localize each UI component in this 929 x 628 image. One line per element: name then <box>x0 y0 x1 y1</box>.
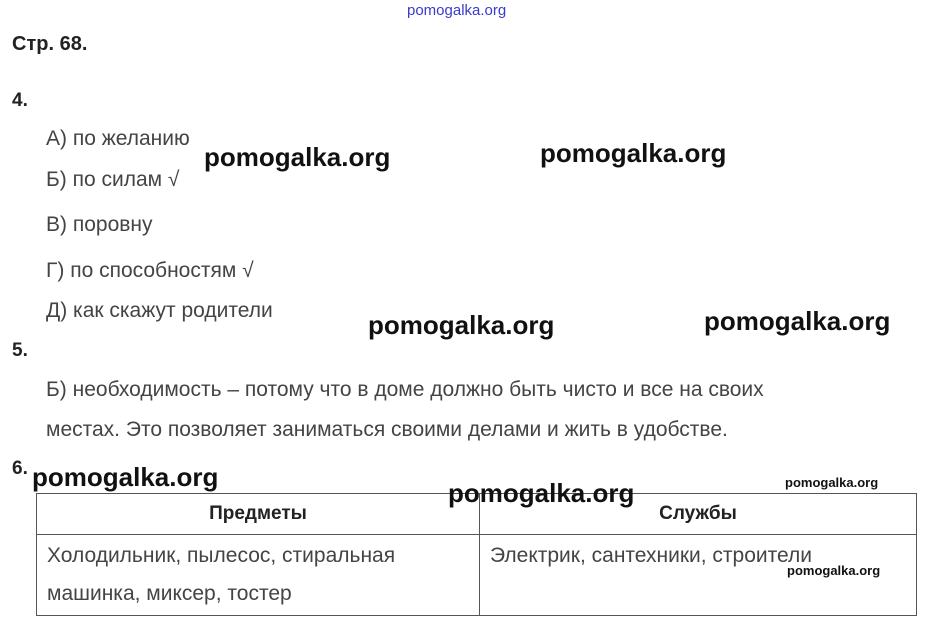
table-header-services: Службы <box>480 494 917 535</box>
answer-6-table <box>36 493 917 616</box>
answer-5-line-1: Б) необходимость – потому что в доме должно быть чисто и все на своих <box>46 378 764 401</box>
option-b: Б) по силам √ <box>46 168 180 191</box>
option-d: Д) как скажут родители <box>46 299 273 322</box>
option-a: А) по желанию <box>46 127 190 150</box>
option-g: Г) по способностям √ <box>46 259 254 282</box>
watermark: pomogalka.org <box>32 462 219 492</box>
watermark: pomogalka.org <box>540 138 727 168</box>
table-header-items: Предметы <box>37 494 480 535</box>
table-row <box>37 535 917 616</box>
option-v: В) поровну <box>46 213 153 236</box>
watermark-top: pomogalka.org <box>407 2 507 19</box>
watermark-small: pomogalka.org <box>785 475 879 490</box>
question-6-number: 6. <box>12 458 28 479</box>
cell-services-line-1: Электрик, сантехники, строители <box>490 544 812 567</box>
table-cell-items <box>37 535 480 616</box>
cell-items-line-2: машинка, миксер, тостер <box>47 582 292 605</box>
watermark: pomogalka.org <box>368 310 555 340</box>
question-4-number: 4. <box>12 90 28 111</box>
question-5-number: 5. <box>12 340 28 361</box>
watermark: pomogalka.org <box>704 306 891 336</box>
watermark-small: pomogalka.org <box>787 563 881 578</box>
watermark: pomogalka.org <box>448 478 635 508</box>
page-heading: Стр. 68. <box>12 33 88 55</box>
answer-5-line-2: местах. Это позволяет заниматься своими делами и жить в удобстве. <box>46 418 728 441</box>
watermark: pomogalka.org <box>204 142 391 172</box>
cell-items-line-1: Холодильник, пылесос, стиральная <box>47 544 396 567</box>
